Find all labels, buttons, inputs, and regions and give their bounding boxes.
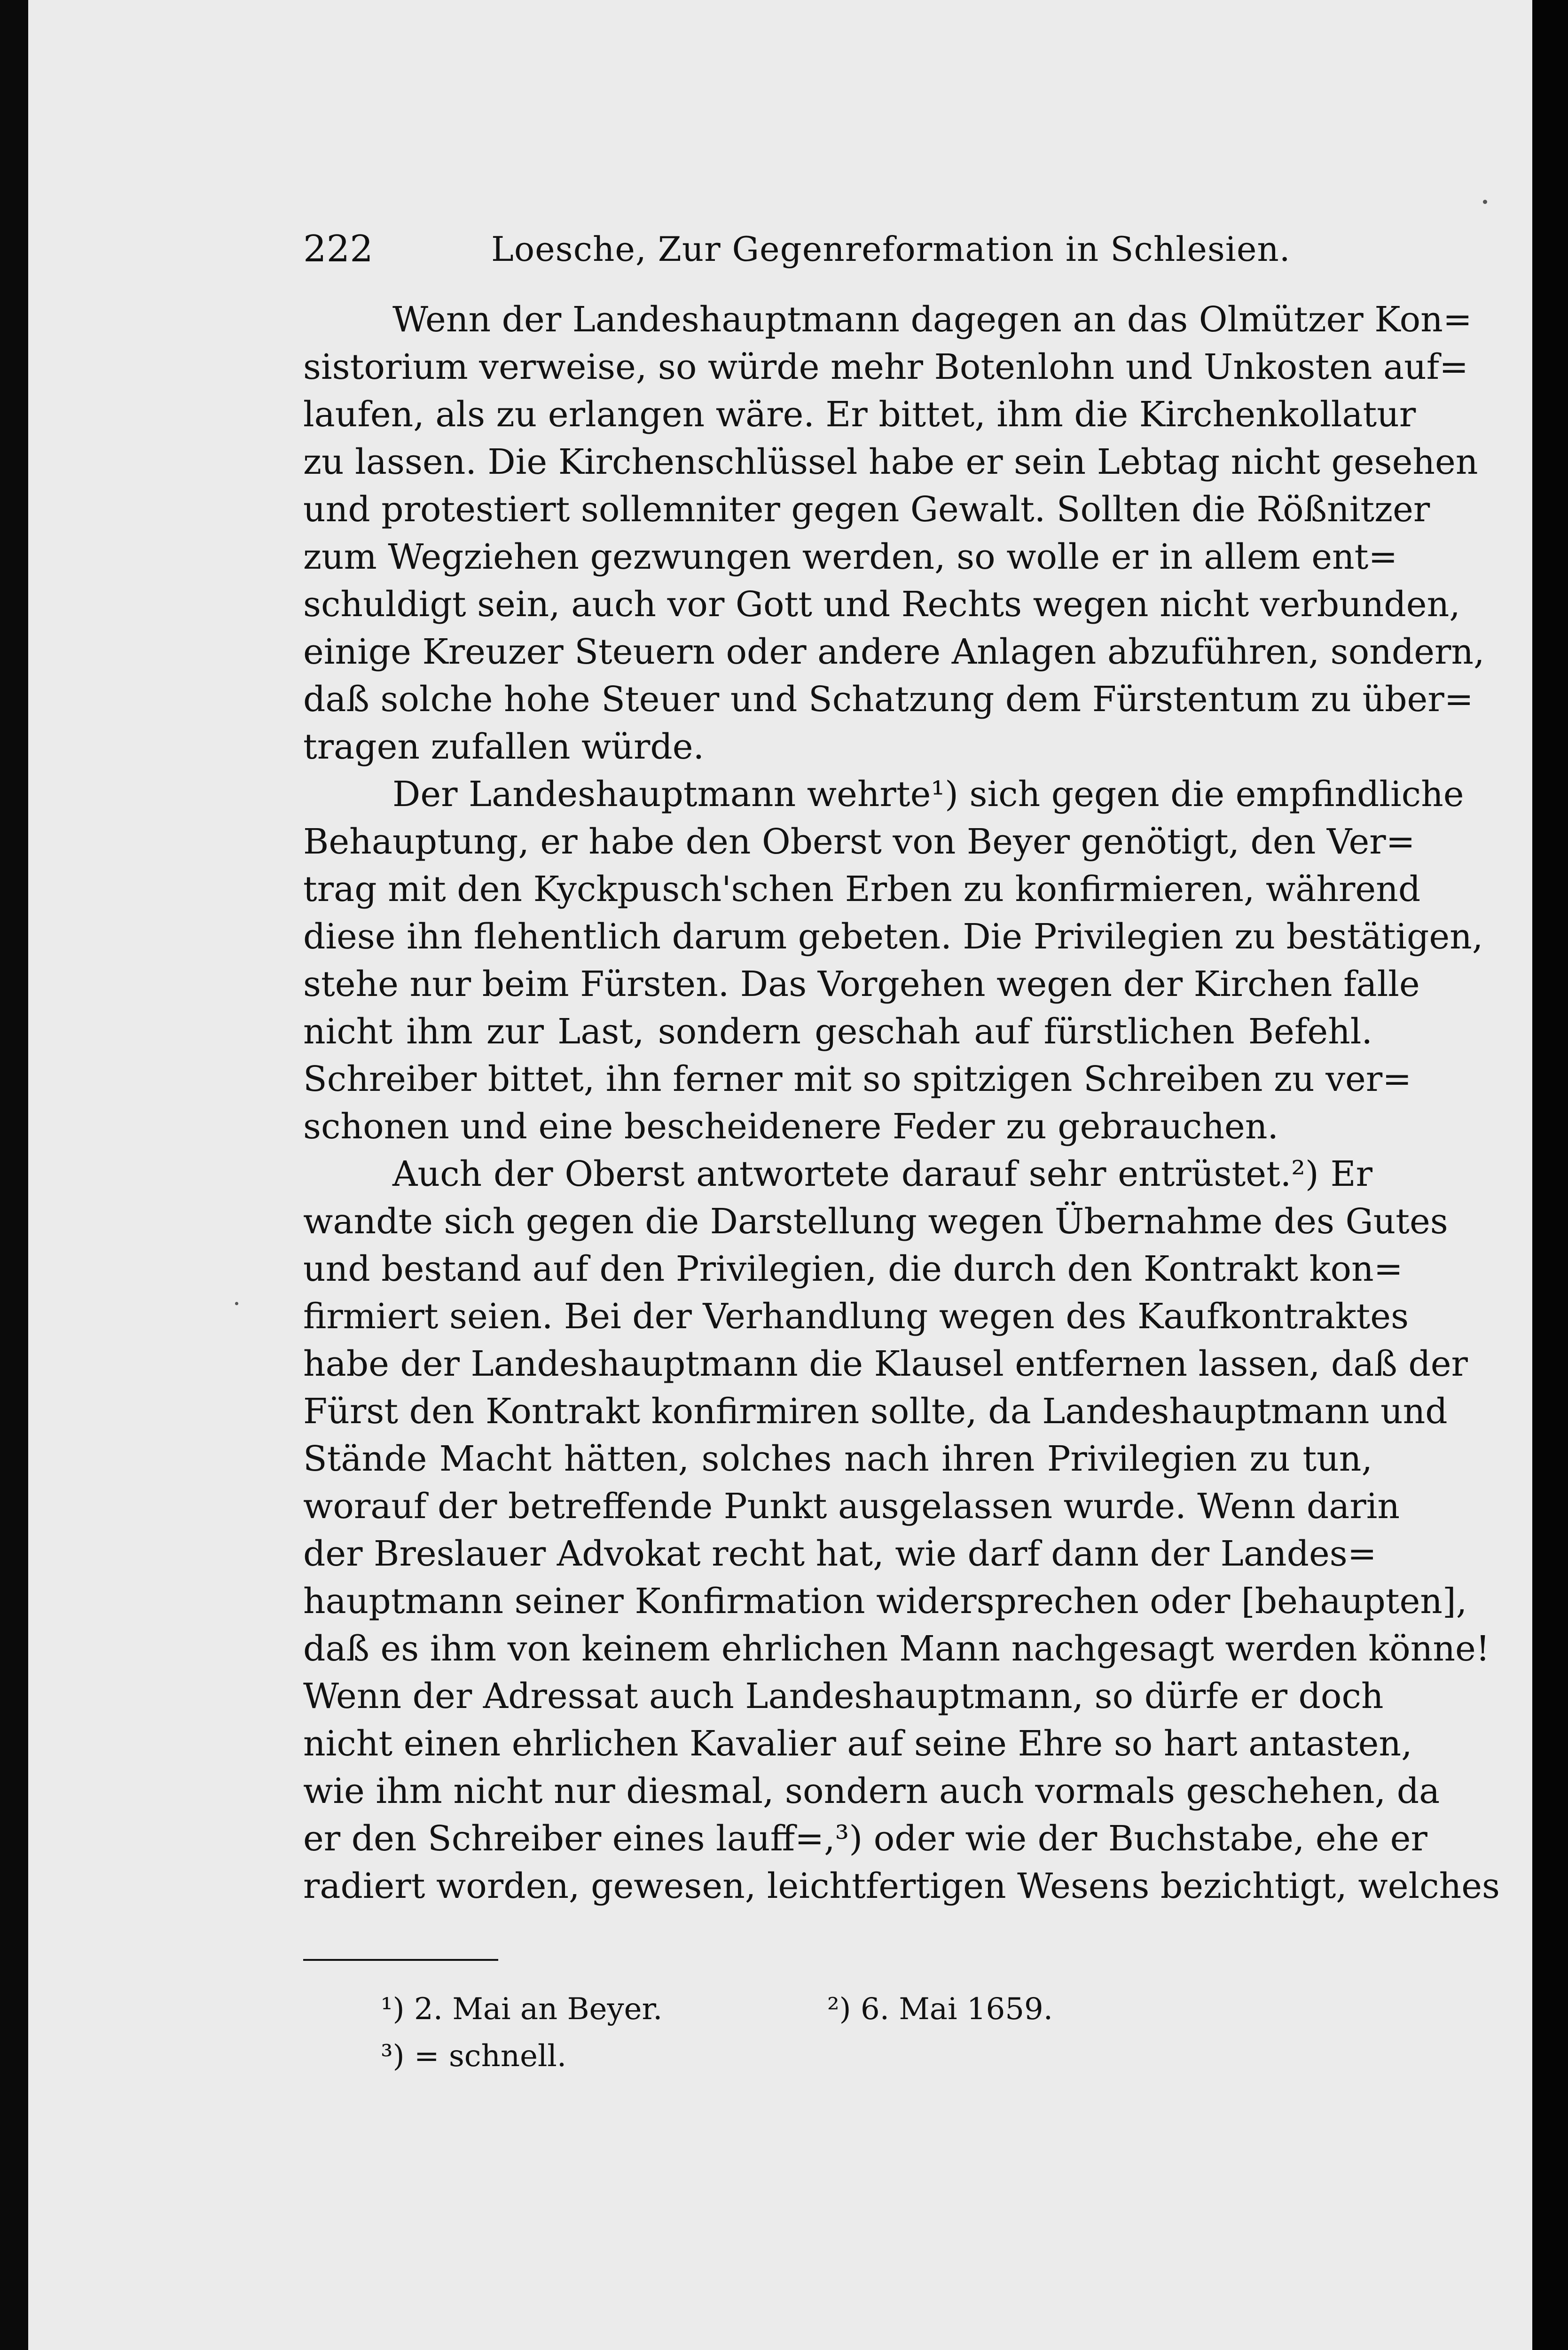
- print-speck: [235, 1302, 238, 1305]
- text-line: sistorium verweise, so würde mehr Botenlohn und Unkosten auf=: [303, 347, 1469, 387]
- text-line: Behauptung, er habe den Oberst von Beyer genötigt, den Ver=: [303, 822, 1415, 862]
- body-text: [303, 296, 1500, 1910]
- text-line: Der Landeshauptmann wehrte¹) sich gegen die empfindliche: [392, 774, 1464, 815]
- text-line: hauptmann seiner Konfirmation widersprechen oder [behaupten],: [303, 1581, 1467, 1622]
- text-line: Stände Macht hätten, solches nach ihren Privilegien zu tun,: [303, 1439, 1372, 1479]
- footnote-1: ¹) 2. Mai an Beyer.: [381, 1992, 663, 2027]
- text-line: zum Wegziehen gezwungen werden, so wolle er in allem ent=: [303, 537, 1398, 577]
- text-line: worauf der betreffende Punkt ausgelassen wurde. Wenn darin: [303, 1486, 1400, 1527]
- text-line: der Breslauer Advokat recht hat, wie darf dann der Landes=: [303, 1534, 1377, 1574]
- footnote-rule: [303, 1959, 498, 1961]
- text-line: nicht ihm zur Last, sondern geschah auf fürstlichen Befehl.: [303, 1011, 1372, 1052]
- text-line: diese ihn flehentlich darum gebeten. Die Privilegien zu bestätigen,: [303, 916, 1483, 957]
- paragraph-2: [303, 771, 1483, 1151]
- page-number: 222: [303, 228, 373, 270]
- text-line: einige Kreuzer Steuern oder andere Anlagen abzuführen, sondern,: [303, 632, 1485, 672]
- text-line: tragen zufallen würde.: [303, 727, 705, 767]
- text-line: firmiert seien. Bei der Verhandlung wegen des Kaufkontraktes: [303, 1296, 1409, 1337]
- scan-edge: [1532, 0, 1568, 2350]
- text-line: schuldigt sein, auch vor Gott und Rechts wegen nicht verbunden,: [303, 584, 1460, 625]
- text-line: nicht einen ehrlichen Kavalier auf seine Ehre so hart antasten,: [303, 1723, 1412, 1764]
- paragraph-3: [303, 1151, 1500, 1910]
- text-line: Wenn der Adressat auch Landeshauptmann, so dürfe er doch: [303, 1676, 1384, 1716]
- text-line: Schreiber bittet, ihn ferner mit so spitzigen Schreiben zu ver=: [303, 1059, 1412, 1099]
- text-line: daß es ihm von keinem ehrlichen Mann nachgesagt werden könne!: [303, 1629, 1490, 1669]
- print-speck: [1483, 200, 1487, 204]
- text-line: wandte sich gegen die Darstellung wegen Übernahme des Gutes: [303, 1201, 1448, 1242]
- text-line: Wenn der Landeshauptmann dagegen an das Olmützer Kon=: [392, 299, 1472, 340]
- text-line: laufen, als zu erlangen wäre. Er bittet, ihm die Kirchenkollatur: [303, 394, 1416, 435]
- paragraph-1: [303, 296, 1485, 771]
- text-line: daß solche hohe Steuer und Schatzung dem Fürstentum zu über=: [303, 679, 1474, 720]
- text-line: Auch der Oberst antwortete darauf sehr entrüstet.²) Er: [392, 1154, 1372, 1194]
- text-line: und protestiert sollemniter gegen Gewalt. Sollten die Rößnitzer: [303, 489, 1430, 530]
- text-line: Fürst den Kontrakt konfirmiren sollte, da Landeshauptmann und: [303, 1391, 1448, 1432]
- footnote-2: ²) 6. Mai 1659.: [827, 1992, 1053, 2027]
- text-line: zu lassen. Die Kirchenschlüssel habe er sein Lebtag nicht gesehen: [303, 442, 1478, 482]
- text-line: wie ihm nicht nur diesmal, sondern auch vormals geschehen, da: [303, 1771, 1440, 1811]
- text-line: habe der Landeshauptmann die Klausel entfernen lassen, daß der: [303, 1344, 1468, 1384]
- text-line: radiert worden, gewesen, leichtfertigen Wesens bezichtigt, welches: [303, 1866, 1500, 1906]
- text-line: und bestand auf den Privilegien, die durch den Kontrakt kon=: [303, 1249, 1403, 1289]
- text-line: er den Schreiber eines lauff=,³) oder wie der Buchstabe, ehe er: [303, 1818, 1427, 1859]
- text-line: stehe nur beim Fürsten. Das Vorgehen wegen der Kirchen falle: [303, 964, 1420, 1004]
- page-header: [303, 221, 1372, 277]
- footnote-3: ³) = schnell.: [381, 2039, 567, 2074]
- running-title: Loesche, Zur Gegenreformation in Schlesien.: [491, 229, 1291, 269]
- text-line: trag mit den Kyckpusch'schen Erben zu konfirmieren, während: [303, 869, 1421, 909]
- text-line: schonen und eine bescheidenere Feder zu gebrauchen.: [303, 1106, 1278, 1147]
